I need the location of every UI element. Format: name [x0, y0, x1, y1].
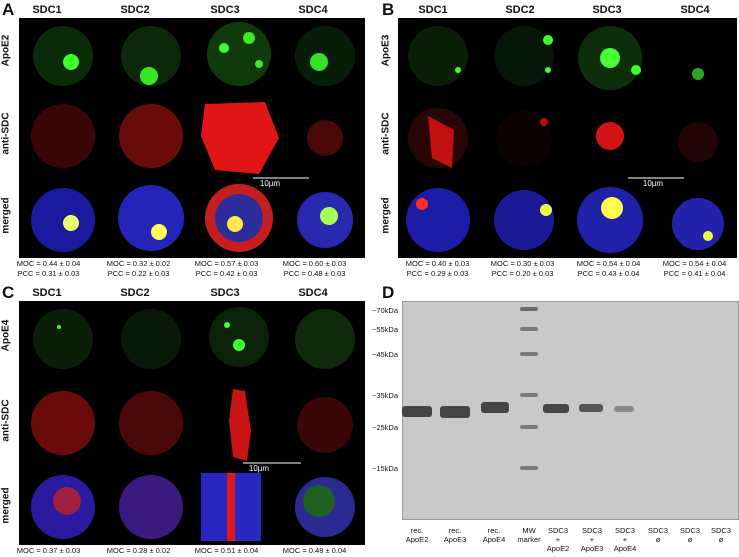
- band-marker-55: [520, 327, 538, 331]
- lane-label-1: rec. ApoE2: [405, 526, 429, 544]
- marker-35kda: ~35kDa: [371, 391, 398, 400]
- panel-a-col-sdc2: SDC2: [120, 4, 150, 16]
- lane-label-2: rec. ApoE3: [443, 526, 467, 544]
- panel-a-stat-1: MOC = 0.44 ± 0.04 PCC = 0.31 ± 0.03: [16, 259, 81, 278]
- band-rec-apoe2: [402, 406, 432, 417]
- marker-45kda: ~45kDa: [371, 350, 398, 359]
- band-sdc3-apoe3: [579, 404, 603, 412]
- band-sdc3-apoe2: [543, 404, 569, 413]
- lane-label-5: SDC3 + ApoE2: [546, 526, 570, 553]
- panel-a-row-antisdc: anti-SDC: [0, 112, 12, 155]
- panel-a-stat-4: MOC = 0.60 ± 0.03 PCC = 0.48 ± 0.03: [282, 259, 347, 278]
- panel-b-micrograph-image: [398, 18, 737, 258]
- marker-70kda: ~70kDa: [371, 306, 398, 315]
- panel-c-stat-2: MOC = 0.28 ± 0.02: [106, 546, 171, 555]
- panel-a-stat-2: MOC = 0.32 ± 0.02 PCC = 0.22 ± 0.03: [106, 259, 171, 278]
- panel-b-stat-2: MOC = 0.30 ± 0.03 PCC = 0.20 ± 0.03: [490, 259, 555, 278]
- panel-b-row-antisdc: anti-SDC: [380, 112, 392, 155]
- panel-b-micrograph-grid: [398, 18, 737, 258]
- panel-a-stat-3: MOC = 0.57 ± 0.03 PCC = 0.42 ± 0.03: [194, 259, 259, 278]
- panel-c-scalebar: 10µm: [248, 464, 270, 473]
- panel-c-row-merged: merged: [0, 487, 12, 524]
- lane-label-8: SDC3 ø: [647, 526, 668, 544]
- panel-b-stat-3: MOC = 0.54 ± 0.04 PCC = 0.43 ± 0.04: [576, 259, 641, 278]
- panel-a-scalebar: 10µm: [259, 179, 281, 188]
- panel-a-col-sdc3: SDC3: [210, 4, 240, 16]
- band-sdc3-apoe4: [614, 406, 634, 412]
- lane-label-7: SDC3 + ApoE4: [613, 526, 637, 553]
- panel-c-row-apoe: ApoE4: [0, 319, 12, 352]
- panel-a-row-apoe: ApoE2: [0, 34, 12, 67]
- panel-a-row-merged: merged: [0, 197, 12, 234]
- lane-label-10: SDC3 ø: [710, 526, 731, 544]
- panel-b-scalebar: 10µm: [642, 179, 664, 188]
- panel-b-col-sdc2: SDC2: [505, 4, 535, 16]
- band-marker-45: [520, 352, 538, 356]
- panel-b-stat-1: MOC = 0.40 ± 0.03 PCC = 0.29 ± 0.03: [405, 259, 470, 278]
- panel-a-micrograph-grid: [19, 18, 365, 258]
- band-marker-25: [520, 425, 538, 429]
- marker-25kda: ~25kDa: [371, 423, 398, 432]
- lane-label-4: MW marker: [517, 526, 541, 544]
- band-rec-apoe3: [440, 406, 470, 418]
- panel-b-stat-4: MOC = 0.54 ± 0.04 PCC = 0.41 ± 0.04: [662, 259, 727, 278]
- lane-label-3: rec. ApoE4: [482, 526, 506, 544]
- panel-b-col-sdc1: SDC1: [418, 4, 448, 16]
- panel-b-row-apoe: ApoE3: [380, 34, 392, 67]
- band-marker-70: [520, 307, 538, 311]
- panel-d-letter: D: [382, 283, 395, 302]
- band-rec-apoe4: [481, 402, 509, 413]
- band-marker-35: [520, 393, 538, 397]
- panel-b-col-sdc4: SDC4: [680, 4, 710, 16]
- panel-c-col-sdc3: SDC3: [210, 287, 240, 299]
- panel-c-stat-4: MOC = 0.48 ± 0.04: [282, 546, 347, 555]
- panel-c-col-sdc1: SDC1: [32, 287, 62, 299]
- panel-b-row-merged: merged: [380, 197, 392, 234]
- panel-b-col-sdc3: SDC3: [592, 4, 622, 16]
- marker-15kda: ~15kDa: [371, 464, 398, 473]
- panel-c-micrograph-image: [19, 301, 365, 545]
- panel-c-letter: C: [2, 283, 15, 302]
- panel-a-micrograph-image: [19, 18, 365, 258]
- panel-c-col-sdc2: SDC2: [120, 287, 150, 299]
- panel-c-stat-1: MOC = 0.37 ± 0.03: [16, 546, 81, 555]
- panel-c-micrograph-grid: [19, 301, 365, 545]
- lane-label-9: SDC3 ø: [679, 526, 700, 544]
- panel-a-col-sdc4: SDC4: [298, 4, 328, 16]
- lane-label-6: SDC3 + ApoE3: [580, 526, 604, 553]
- panel-b-letter: B: [382, 0, 395, 19]
- panel-a-letter: A: [2, 0, 15, 19]
- band-marker-15: [520, 466, 538, 470]
- panel-c-stat-3: MOC = 0.51 ± 0.04: [194, 546, 259, 555]
- marker-55kda: ~55kDa: [371, 325, 398, 334]
- panel-c-col-sdc4: SDC4: [298, 287, 328, 299]
- panel-a-col-sdc1: SDC1: [32, 4, 62, 16]
- panel-c-row-antisdc: anti-SDC: [0, 399, 12, 442]
